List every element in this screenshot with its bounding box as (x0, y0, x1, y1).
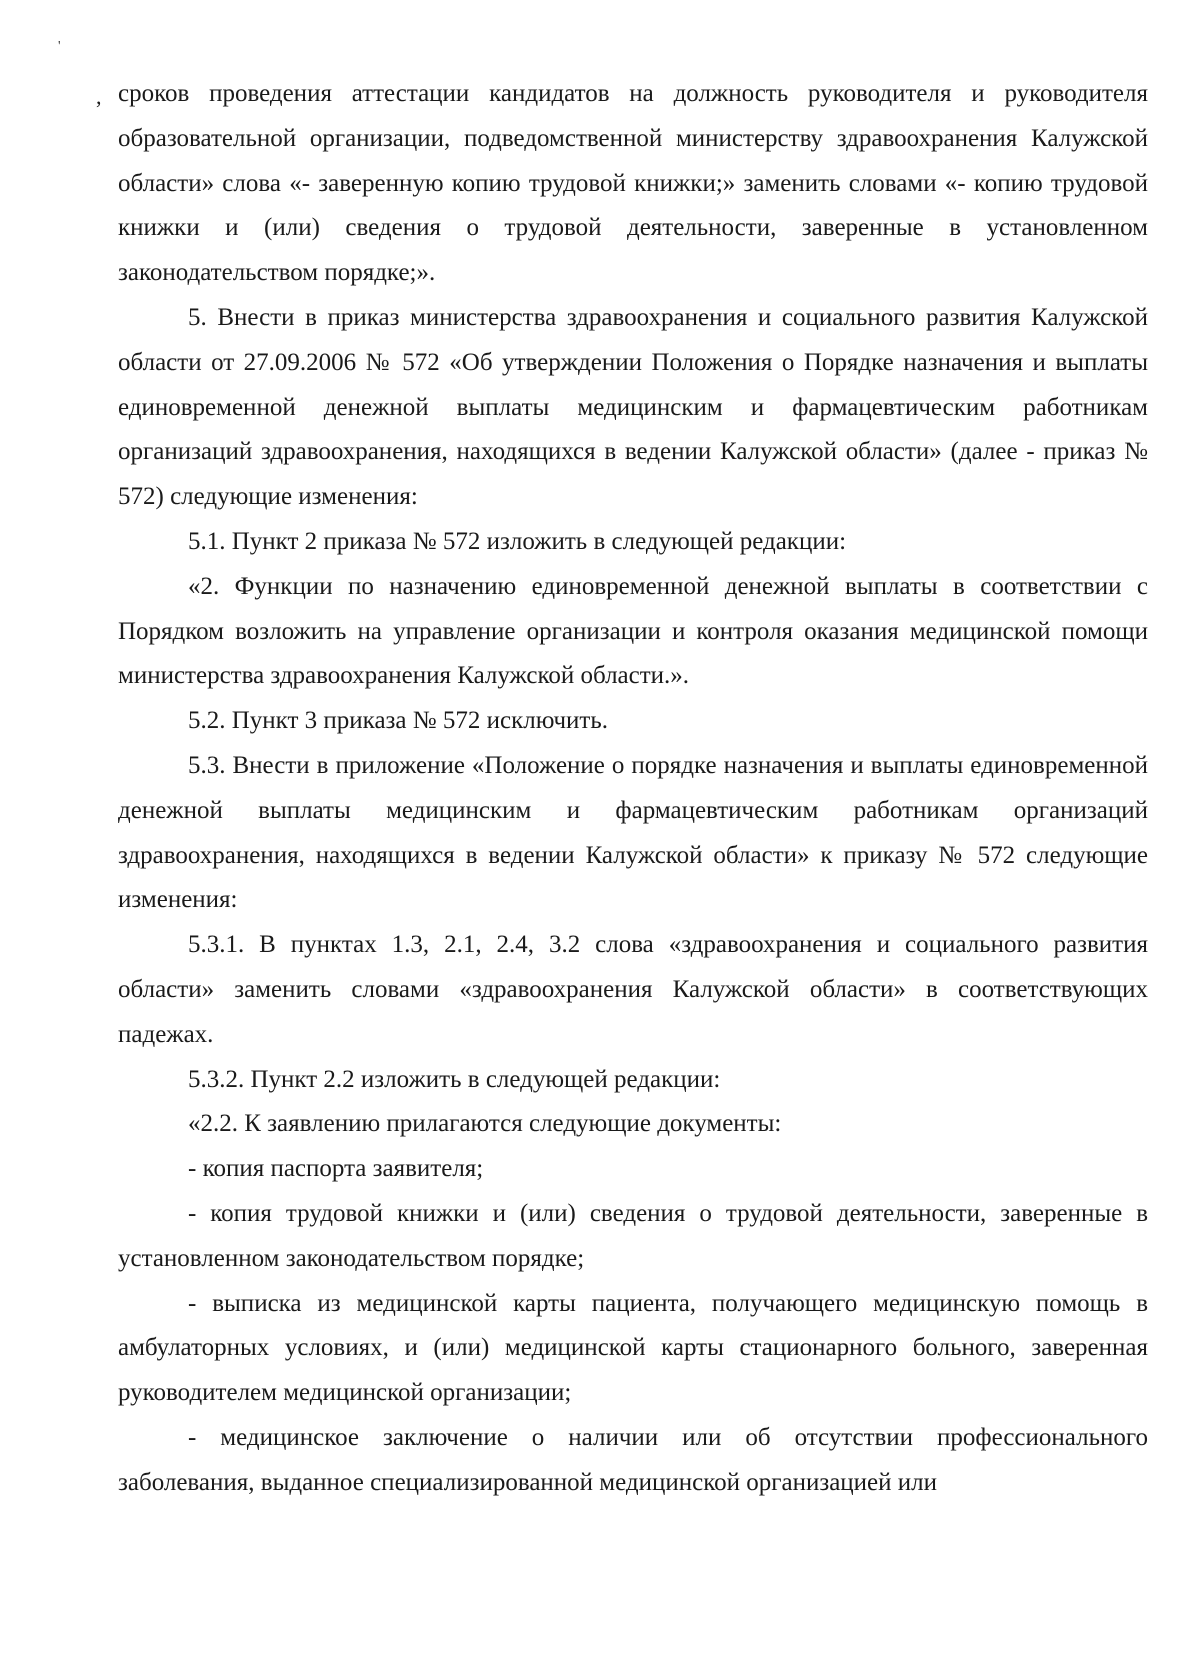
list-item-work-record: - копия трудовой книжки и (или) сведения о трудовой деятельности, заверенные в установленном законодательством порядке; (118, 1199, 1148, 1272)
paragraph-item-5-1-quote: «2. Функции по назначению единовременной денежной выплаты в соответствии с Порядком возложить на управление организации и контроля оказания медицинской помощи министерства здравоохранения Калужской области.». (118, 572, 1148, 690)
paragraph-item-5-3-2: 5.3.2. Пункт 2.2 изложить в следующей редакции: (188, 1065, 721, 1093)
paragraph-item-5-3: 5.3. Внести в приложение «Положение о порядке назначения и выплаты единовременной денежной выплаты медицинским и фармацевтическим работникам организаций здравоохранения, находящихся в ведении Калужской области» к приказу № 572 следующие изменения: (118, 751, 1148, 914)
paragraph-item-5-3-1: 5.3.1. В пунктах 1.3, 2.1, 2.4, 3.2 слова «здравоохранения и социального развития области» заменить словами «здравоохранения Калужской области» в соответствующих падежах. (118, 931, 1148, 1048)
stray-comma-mark: , (96, 84, 102, 109)
paragraph-continuation: сроков проведения аттестации кандидатов на должность руководителя и руководителя образовательной организации, подведомственной министерству здравоохранения Калужской области» слова «- заверенную копию трудовой книжки;» заменить словами «- копию трудовой книжки и (или) сведения о трудовой деятельности, заверенные в установленном законодательством порядке;». (118, 80, 1148, 287)
stray-tick-mark: ' (58, 39, 61, 54)
list-item-medical-extract: - выписка из медицинской карты пациента, получающего медицинскую помощь в амбулаторных условиях, и (или) медицинской карты стационарного больного, заверенная руководителем медицинской организации; (118, 1289, 1148, 1407)
document-page (118, 72, 1148, 1506)
list-item-passport: - копия паспорта заявителя; (188, 1155, 484, 1183)
paragraph-item-5-2: 5.2. Пункт 3 приказа № 572 исключить. (188, 707, 608, 735)
paragraph-item-2-2-intro: «2.2. К заявлению прилагаются следующие документы: (188, 1110, 782, 1138)
list-item-medical-conclusion: - медицинское заключение о наличии или об отсутствии профессионального заболевания, выданное специализированной медицинской организацией или (118, 1423, 1148, 1496)
paragraph-item-5: 5. Внести в приказ министерства здравоохранения и социального развития Калужской области от 27.09.2006 № 572 «Об утверждении Положения о Порядке назначения и выплаты единовременной денежной выплаты медицинским и фармацевтическим работникам организаций здравоохранения, находящихся в ведении Калужской области» (далее - приказ № 572) следующие изменения: (118, 303, 1148, 511)
paragraph-item-5-1: 5.1. Пункт 2 приказа № 572 изложить в следующей редакции: (188, 527, 847, 555)
